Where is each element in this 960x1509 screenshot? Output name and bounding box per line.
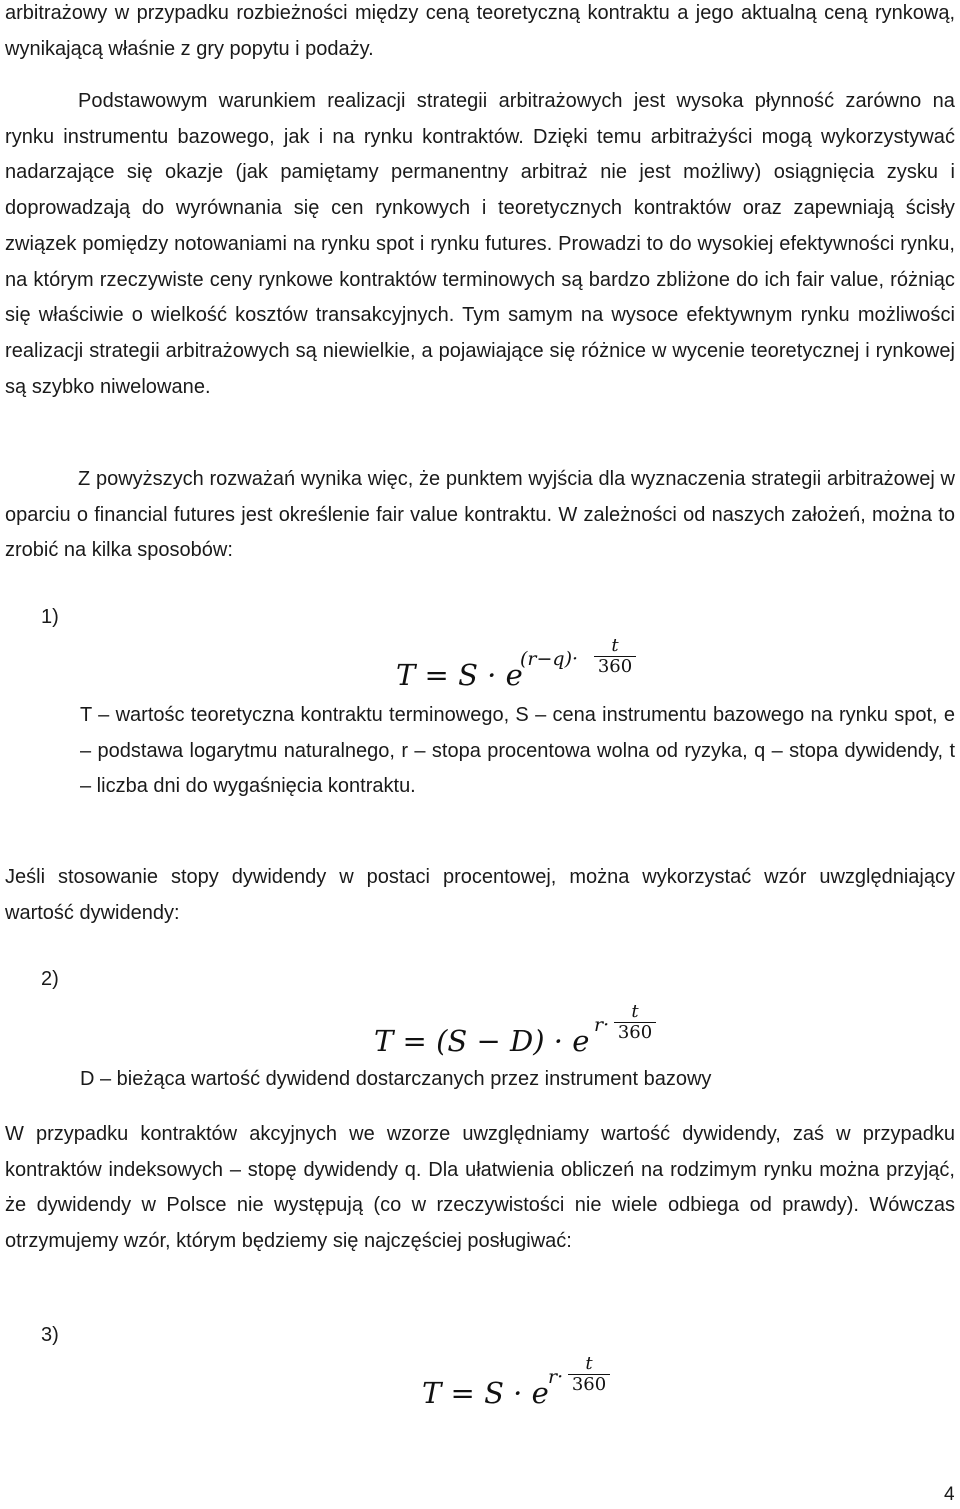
paragraph-fair-value: Z powyższych rozważań wynika więc, że punktem wyjścia dla wyznaczenia strategii arbitrażowej w oparciu o financial futures jest określenie fair value kontraktu. W zależności od naszych założeń, można to zrobić na kilka sposobów: <box>5 468 955 562</box>
formula-number-1: 1) <box>41 606 59 628</box>
paragraph-intro-end: arbitrażowy w przypadku rozbieżności między ceną teoretyczną kontraktu a jego aktualną ceną rynkową, wynikającą właśnie z gry popytu i podaży. <box>5 2 955 60</box>
paragraph-liquidity: Podstawowym warunkiem realizacji strategii arbitrażowych jest wysoka płynność zarówno na rynku instrumentu bazowego, jak i na rynku kontraktów. Dzięki temu arbitrażyści mogą wykorzystywać nadarzające się okazje (jak pamiętamy permanentny arbitraż nie jest możliwy) osiągnięcia zysku i doprowadzają do wyrównania się cen rynkowych i teoretycznych kontraktów oraz zapewniają ścisły związek pomiędzy notowaniami na rynku spot i rynku futures. Prowadzi to do wysokiej efektywności rynku, na którym rzeczywiste ceny rynkowe kontraktów terminowych są bardzo zbliżone do ich fair value, różniąc się właściwie o wielkość kosztów transakcyjnych. Tym samym na wysoce efektywnym rynku możliwości realizacji strategii arbitrażowych są niewielkie, a pojawiające się różnice w wycenie teoretycznej i rynkowej są szybko niwelowane. <box>5 90 955 398</box>
paragraph-index-contracts: W przypadku kontraktów akcyjnych we wzorze uwzględniamy wartość dywidendy, zaś w przypadku kontraktów indeksowych – stopę dywidendy q. Dla ułatwienia obliczeń na rodzimym rynku można przyjąć, że dywidendy w Polsce nie występują (co w rzeczywistości nie wiele odbiega od prawdy). Wówczas otrzymujemy wzór, którym będziemy się najczęściej posługiwać: <box>5 1123 955 1253</box>
formula-1-main: T = S · e <box>396 658 523 692</box>
formula-2-denominator: 360 <box>617 1022 653 1043</box>
formula-3-exponent: r· <box>548 1366 564 1388</box>
formula-1 <box>396 634 656 694</box>
paragraph-dividend-definition: D – bieżąca wartość dywidend dostarczanych przez instrument bazowy <box>80 1068 712 1090</box>
formula-2-main: T = (S − D) · e <box>374 1024 590 1058</box>
formula-2-fraction <box>614 1002 656 1043</box>
formula-3-numerator: t <box>585 1353 593 1374</box>
formula-3-fraction <box>568 1354 610 1395</box>
formula-3-denominator: 360 <box>571 1374 607 1395</box>
formula-1-exponent: (r−q)· <box>520 648 579 670</box>
formula-1-denominator: 360 <box>597 656 633 677</box>
paragraph-symbols: T – wartośc teoretyczna kontraktu terminowego, S – cena instrumentu bazowego na rynku spot, e – podstawa logarytmu naturalnego, r – stopa procentowa wolna od ryzyka, q – stopa dywidendy, t – liczba dni do wygaśnięcia kontraktu. <box>80 704 955 798</box>
formula-2-exponent: r· <box>594 1014 610 1036</box>
formula-2-numerator: t <box>631 1001 639 1022</box>
formula-3 <box>422 1352 662 1412</box>
formula-2 <box>374 1000 674 1060</box>
formula-number-2: 2) <box>41 968 59 990</box>
formula-3-main: T = S · e <box>422 1376 549 1410</box>
formula-1-numerator: t <box>611 635 619 656</box>
formula-1-fraction <box>594 636 636 677</box>
page-number: 4 <box>944 1484 955 1505</box>
paragraph-dividend-value: Jeśli stosowanie stopy dywidendy w postaci procentowej, można wykorzystać wzór uwzględniający wartość dywidendy: <box>5 866 955 924</box>
formula-number-3: 3) <box>41 1324 59 1346</box>
